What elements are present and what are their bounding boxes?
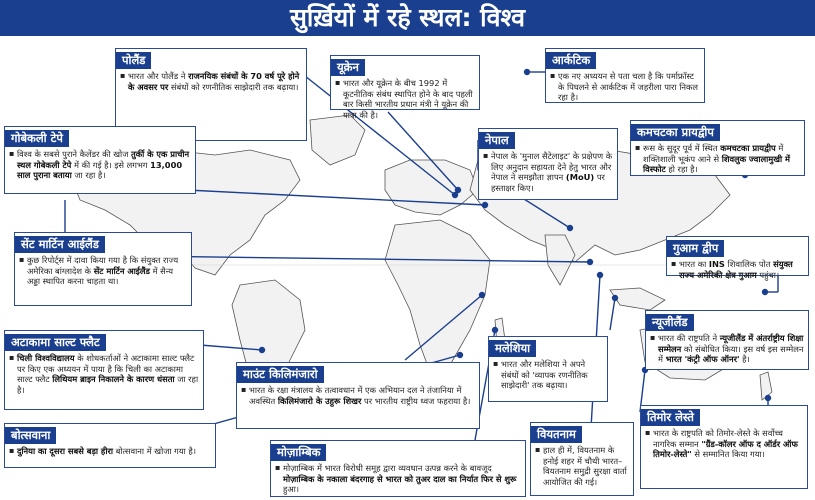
text: भारत का: [679, 259, 709, 269]
box-kamchatka: [630, 120, 805, 176]
box-st-martin-island: [14, 232, 192, 306]
box-title: तिमोर लेस्ते: [641, 409, 700, 426]
text-bold: भारत 'कंट्री ऑफ ऑनर': [665, 354, 740, 364]
text: मोज़ाम्बिक में भारत विरोधी समूह द्वारा व्यवधान उत्पन्न करने के बावजूद: [283, 463, 492, 473]
box-vietnam: [530, 422, 634, 496]
continent-europe: [385, 160, 478, 215]
box-title: मलेशिया: [489, 340, 536, 357]
bullet-icon: ▪: [19, 255, 25, 264]
text-bold: चिली विश्वविद्यालय: [17, 353, 75, 363]
box-title: अटाकामा साल्ट फ्लैट: [5, 334, 106, 351]
box-new-zealand: [645, 310, 809, 370]
text-bold: दुनिया का दूसरा सबसे बड़ा हीरा: [17, 446, 114, 456]
text: भारत और पोलैंड ने: [128, 71, 189, 81]
bullet-icon: ▪: [275, 463, 281, 472]
box-title: पोलैंड: [116, 52, 151, 69]
text: हाल ही में, वियतनाम के हनोई शहर में चौथी भारत–वियतनाम समुद्री सुरक्षा वार्ता आयोजित की गई।: [543, 445, 627, 487]
text: बोत्सवाना में खोजा गया है।: [113, 446, 196, 456]
bullet-icon: ▪: [645, 428, 651, 437]
text: में शक्तिशाली भूकंप आने से: [643, 143, 784, 164]
box-title: गोबेकली टेपे: [5, 130, 69, 147]
box-title: न्यूजीलैंड: [646, 314, 694, 331]
text-bold: राजनयिक संबंधों के 70 वर्ष पूरे होने के अवसर पर: [128, 71, 300, 92]
text: पर भारतीय राष्ट्रीय ध्वज फहराया है।: [361, 395, 471, 406]
text: भारत और मलेशिया ने अपने संबंधों को 'व्यापक रणनीतिक साझेदारी' तक बढ़ाया।: [501, 359, 588, 390]
text: एक नए अध्ययन से पता चला है कि पर्माफ्रॉस्ट के पिघलने से आर्कटिक में जहरीला पारा निकल रहा है।: [558, 71, 698, 102]
text: रूस के सुदूर पूर्व में स्थित: [643, 143, 721, 153]
box-title: बोत्सवाना: [5, 427, 56, 444]
box-timor-leste: [640, 405, 808, 489]
text: शिवालिक पोत: [724, 259, 774, 269]
box-ukraine: [330, 55, 480, 120]
text: जा रहा है।: [17, 374, 199, 395]
page-title: सुर्ख़ियों में रहे स्थल: विश्व: [0, 0, 815, 36]
box-arctic: [545, 48, 705, 103]
text: भारत की राष्ट्रपति ने: [658, 333, 720, 343]
box-malaysia: [488, 336, 608, 402]
box-atacama-salt-flat: [4, 330, 204, 410]
bullet-icon: ▪: [120, 71, 126, 80]
bullet-icon: ▪: [493, 359, 499, 368]
text: को संबोधित किया। इस वर्ष इस सम्मेलन में: [658, 343, 804, 364]
box-title: आर्कटिक: [546, 52, 596, 69]
text-bold: कमचटका प्रायद्वीप: [720, 143, 776, 153]
bullet-icon: ▪: [335, 78, 341, 87]
box-title: वियतनाम: [531, 426, 582, 443]
text: नेपाल के 'मुनाल सैटेलाइट' के प्रक्षेपण के लिए अनुदान सहायता देने हेतु भारत और नेपाल ने समझौता ज्ञापन: [491, 151, 613, 182]
continent-greenland: [310, 115, 365, 165]
bullet-icon: ▪: [535, 445, 541, 454]
box-title: गुआम द्वीप: [667, 240, 724, 257]
text-bold: न्यूजीलैंड में अंतर्राष्ट्रीय शिक्षा सम्मेलन: [658, 333, 804, 354]
text-bold: तुर्की के एक प्राचीन स्थल गोबेकली टेपे: [17, 149, 190, 170]
box-title: मोज़ाम्बिक: [271, 444, 326, 461]
text-bold: INS: [708, 259, 725, 269]
bullet-icon: ▪: [635, 143, 641, 152]
text-bold: मोज़ाम्बिक के नकाला बंदरगाह से भारत को तुअर दाल का निर्यात फिर से शुरू: [283, 473, 517, 484]
box-title: माउंट किलिमंजारो: [237, 366, 324, 383]
text: जा रहा है।: [71, 170, 106, 180]
bullet-icon: ▪: [9, 353, 15, 362]
bullet-icon: ▪: [241, 385, 247, 394]
box-title: कमचटका प्रायद्वीप: [631, 124, 720, 141]
box-guam: [666, 236, 809, 280]
bullet-icon: ▪: [671, 259, 677, 268]
text-bold: "ग्रैंड-कॉलर ऑफ द ऑर्डर ऑफ तिमोर-लेस्ते": [653, 438, 798, 459]
text-bold: संयुक्त राज्य अमेरिकी क्षेत्र गुआम: [679, 259, 793, 280]
text: संबंधों को रणनीतिक साझेदारी तक बढ़ाया।: [168, 81, 299, 92]
bullet-icon: ▪: [9, 446, 15, 455]
text-bold: किलिमंजारो के उहुरू शिखर: [277, 395, 362, 406]
bullet-icon: ▪: [483, 151, 489, 160]
box-title: सेंट मार्टिन आईलैंड: [15, 236, 105, 253]
text: हुआ।: [283, 484, 300, 494]
text: है।: [739, 354, 750, 364]
islands-southeast-asia: [610, 288, 665, 310]
continent-africa: [385, 220, 490, 372]
text: कुछ रिपोर्ट्स में दावा किया गया है कि संयुक्त राज्य अमेरिका बांग्लादेश के: [27, 255, 179, 276]
box-title: नेपाल: [479, 132, 515, 149]
bullet-icon: ▪: [550, 71, 556, 80]
text: विश्व के सबसे पुराने कैलेंडर की खोज: [17, 149, 131, 159]
text: भारत और यूक्रेन के बीच 1992 में कूटनीतिक संबंध स्थापित होने के बाद पहली बार किसी भारतीय प्रधान मंत्री ने यूक्रेन की यात्रा की है।: [343, 78, 473, 120]
box-mozambique: [270, 440, 526, 497]
text-bold: (MoU): [565, 172, 595, 182]
text-bold: 13,000 साल पुराना बताया: [17, 159, 183, 180]
text: पहुंचा।: [756, 269, 780, 280]
text: भारत के राष्ट्रपति को तिमोर-लेस्ते के सर्वोच्च नागरिक सम्मान: [653, 428, 783, 449]
box-mount-kilimanjaro: [236, 362, 480, 429]
bullet-icon: ▪: [9, 149, 15, 158]
text: हो रहा है।: [665, 164, 698, 174]
text: पर हस्ताक्षर किए।: [491, 172, 605, 193]
bullet-icon: ▪: [650, 333, 656, 342]
box-title: यूक्रेन: [331, 59, 365, 76]
text: में की गई है। इसे लगभग: [71, 159, 151, 170]
box-gobekli-tepe: [4, 126, 196, 194]
box-nepal: [478, 128, 618, 200]
text: में सैन्य अड्डा स्थापित करना चाहता था।: [27, 265, 174, 286]
box-botswana: [4, 423, 216, 468]
text: भारत के रक्षा मंत्रालय के तत्वावधान में एक अभियान दल ने तंजानिया में अवस्थित: [249, 385, 462, 406]
text-bold: शिवलुक ज्वालामुखी में विस्फोट: [643, 153, 791, 174]
text-bold: सेंट मार्टिन आईलैंड: [93, 265, 150, 276]
text-bold: लिथियम ब्राइन निकालने के कारण धंसता: [52, 374, 175, 384]
text: के शोधकर्ताओं ने अटाकामा साल्ट फ्लैट पर किए एक अध्ययन में पाया है कि चिली का अटाकामा साल्ट फ्लैट: [17, 353, 195, 384]
text: से सम्मानित किया गया।: [691, 449, 765, 459]
